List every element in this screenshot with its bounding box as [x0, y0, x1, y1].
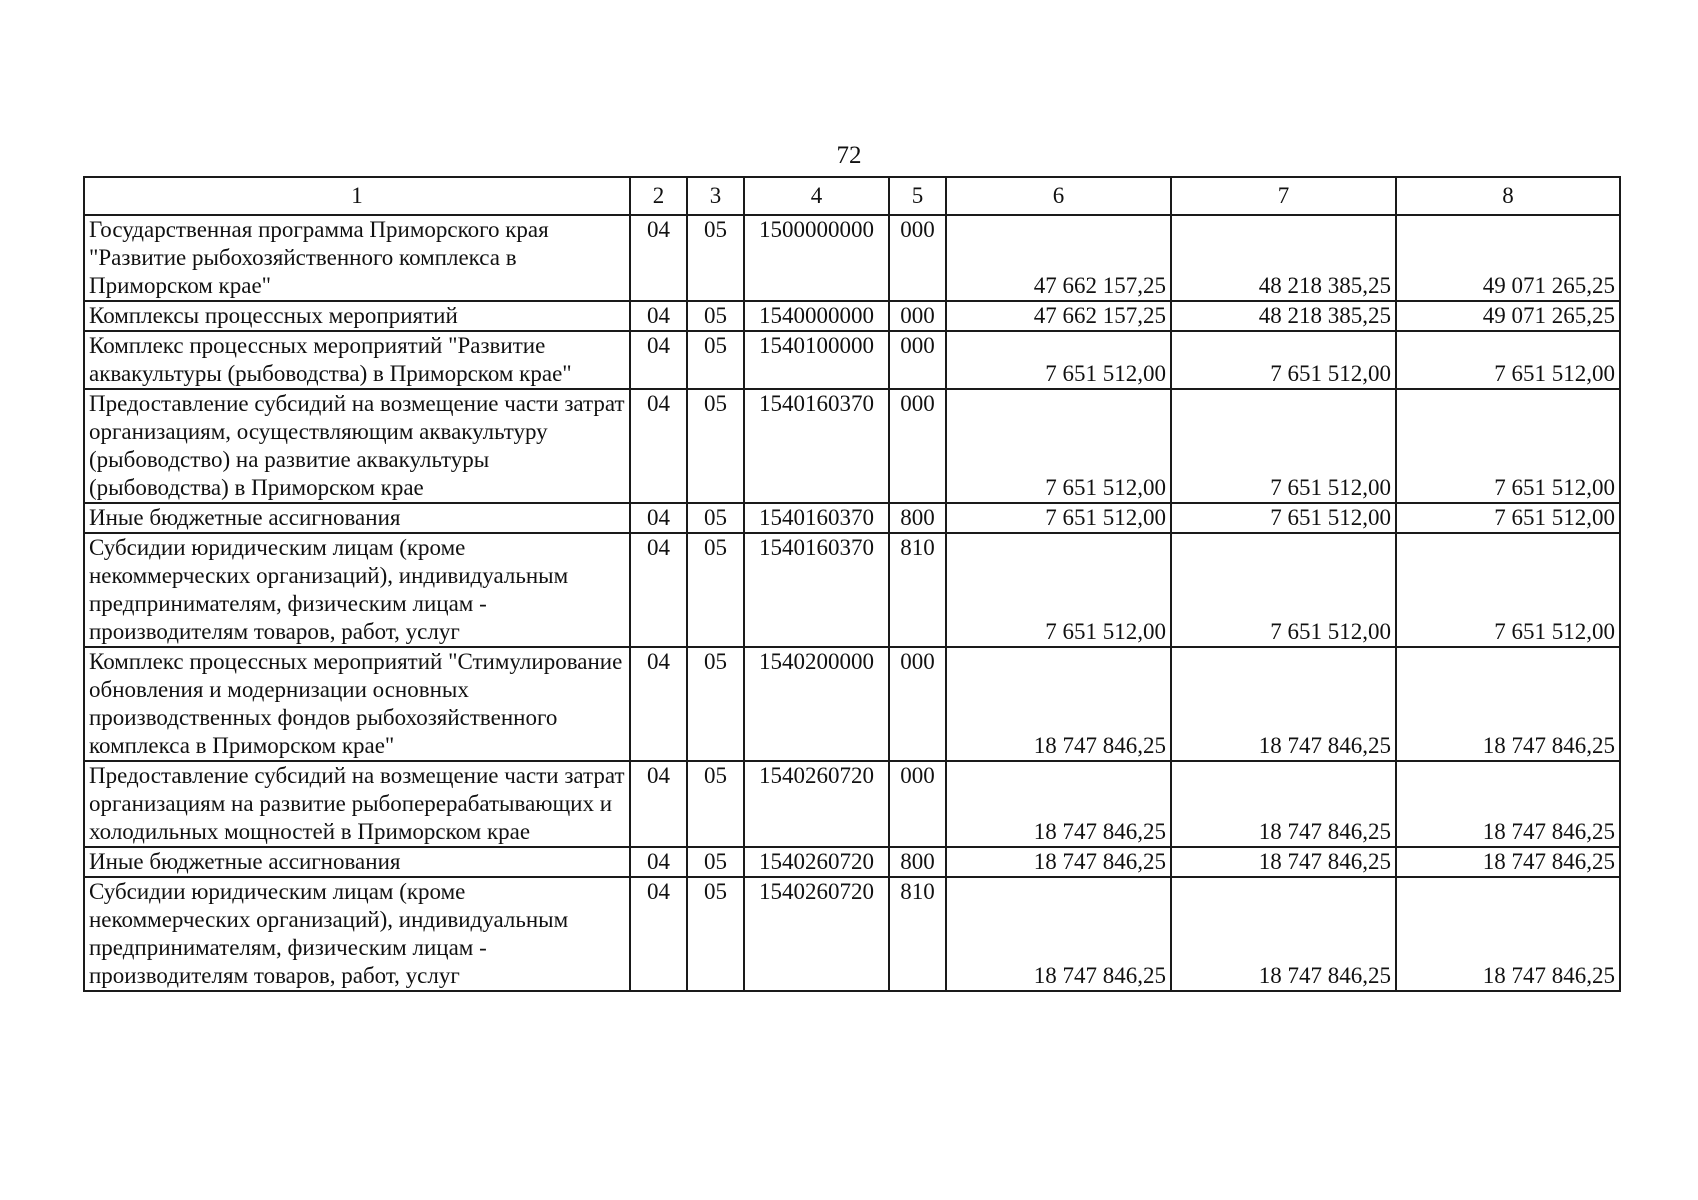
row-code-3: 05: [687, 847, 744, 877]
header-row: [84, 177, 1620, 215]
row-code-5: 000: [889, 647, 946, 761]
row-amount-7: 18 747 846,25: [1171, 877, 1396, 991]
row-code-2: 04: [630, 761, 687, 847]
row-code-2: 04: [630, 647, 687, 761]
row-code-4: 1540260720: [744, 877, 889, 991]
row-code-2: 04: [630, 877, 687, 991]
row-name: Государственная программа Приморского края "Развитие рыбохозяйственного комплекса в Приморском крае": [84, 215, 630, 301]
row-code-5: 000: [889, 215, 946, 301]
row-code-2: 04: [630, 301, 687, 331]
row-code-3: 05: [687, 331, 744, 389]
row-amount-6: 18 747 846,25: [946, 761, 1171, 847]
table-row: [84, 389, 1620, 503]
row-code-4: 1540260720: [744, 847, 889, 877]
table-row: [84, 301, 1620, 331]
row-code-4: 1500000000: [744, 215, 889, 301]
row-amount-6: 7 651 512,00: [946, 533, 1171, 647]
row-amount-8: 7 651 512,00: [1396, 503, 1620, 533]
row-code-5: 800: [889, 503, 946, 533]
row-amount-7: 18 747 846,25: [1171, 647, 1396, 761]
row-code-5: 810: [889, 533, 946, 647]
row-name: Субсидии юридическим лицам (кроме некоммерческих организаций), индивидуальным предпринимателям, физическим лицам - производителям товаров, работ, услуг: [84, 877, 630, 991]
row-amount-7: 48 218 385,25: [1171, 301, 1396, 331]
row-amount-8: 18 747 846,25: [1396, 847, 1620, 877]
row-code-2: 04: [630, 215, 687, 301]
table-row: [84, 533, 1620, 647]
row-code-2: 04: [630, 331, 687, 389]
row-code-4: 1540200000: [744, 647, 889, 761]
row-code-3: 05: [687, 503, 744, 533]
header-cell: 7: [1171, 177, 1396, 215]
table-row: [84, 761, 1620, 847]
row-amount-6: 18 747 846,25: [946, 877, 1171, 991]
row-amount-7: 18 747 846,25: [1171, 761, 1396, 847]
row-code-3: 05: [687, 647, 744, 761]
row-code-5: 800: [889, 847, 946, 877]
row-amount-8: 49 071 265,25: [1396, 215, 1620, 301]
row-name: Субсидии юридическим лицам (кроме некоммерческих организаций), индивидуальным предпринимателям, физическим лицам - производителям товаров, работ, услуг: [84, 533, 630, 647]
row-code-4: 1540160370: [744, 533, 889, 647]
row-amount-6: 18 747 846,25: [946, 847, 1171, 877]
page-number: 72: [836, 142, 862, 169]
row-code-2: 04: [630, 847, 687, 877]
row-amount-8: 7 651 512,00: [1396, 331, 1620, 389]
header-cell: 1: [84, 177, 630, 215]
row-amount-7: 48 218 385,25: [1171, 215, 1396, 301]
header-cell: 5: [889, 177, 946, 215]
row-code-5: 000: [889, 761, 946, 847]
row-code-5: 000: [889, 389, 946, 503]
row-name: Комплекс процессных мероприятий "Стимулирование обновления и модернизации основных производственных фондов рыбохозяйственного комплекса в Приморском крае": [84, 647, 630, 761]
header-cell: 2: [630, 177, 687, 215]
row-amount-8: 18 747 846,25: [1396, 647, 1620, 761]
row-amount-7: 7 651 512,00: [1171, 331, 1396, 389]
row-name: Иные бюджетные ассигнования: [84, 847, 630, 877]
table-row: [84, 877, 1620, 991]
table-row: [84, 503, 1620, 533]
row-code-4: 1540000000: [744, 301, 889, 331]
table-row: [84, 331, 1620, 389]
header-cell: 4: [744, 177, 889, 215]
row-code-5: 000: [889, 331, 946, 389]
row-code-3: 05: [687, 389, 744, 503]
row-amount-6: 7 651 512,00: [946, 503, 1171, 533]
row-amount-6: 47 662 157,25: [946, 215, 1171, 301]
header-cell: 8: [1396, 177, 1620, 215]
row-code-3: 05: [687, 877, 744, 991]
row-amount-8: 7 651 512,00: [1396, 389, 1620, 503]
row-code-3: 05: [687, 761, 744, 847]
row-amount-8: 49 071 265,25: [1396, 301, 1620, 331]
row-amount-8: 7 651 512,00: [1396, 533, 1620, 647]
row-code-4: 1540260720: [744, 761, 889, 847]
header-cell: 6: [946, 177, 1171, 215]
table-row: [84, 647, 1620, 761]
row-name: Комплексы процессных мероприятий: [84, 301, 630, 331]
row-code-5: 000: [889, 301, 946, 331]
row-amount-7: 7 651 512,00: [1171, 389, 1396, 503]
row-amount-6: 7 651 512,00: [946, 331, 1171, 389]
row-amount-8: 18 747 846,25: [1396, 761, 1620, 847]
row-amount-6: 7 651 512,00: [946, 389, 1171, 503]
row-code-3: 05: [687, 533, 744, 647]
row-amount-7: 7 651 512,00: [1171, 503, 1396, 533]
budget-table: [83, 176, 1621, 992]
row-code-2: 04: [630, 533, 687, 647]
row-code-4: 1540160370: [744, 503, 889, 533]
row-code-2: 04: [630, 503, 687, 533]
row-code-2: 04: [630, 389, 687, 503]
row-name: Предоставление субсидий на возмещение части затрат организациям на развитие рыбоперерабатывающих и холодильных мощностей в Приморском крае: [84, 761, 630, 847]
row-amount-6: 18 747 846,25: [946, 647, 1171, 761]
row-amount-7: 7 651 512,00: [1171, 533, 1396, 647]
row-amount-8: 18 747 846,25: [1396, 877, 1620, 991]
row-code-3: 05: [687, 215, 744, 301]
row-code-5: 810: [889, 877, 946, 991]
table-row: [84, 847, 1620, 877]
row-amount-7: 18 747 846,25: [1171, 847, 1396, 877]
table-row: [84, 215, 1620, 301]
row-code-3: 05: [687, 301, 744, 331]
header-cell: 3: [687, 177, 744, 215]
row-code-4: 1540100000: [744, 331, 889, 389]
row-name: Иные бюджетные ассигнования: [84, 503, 630, 533]
row-name: Предоставление субсидий на возмещение части затрат организациям, осуществляющим аквакультуру (рыбоводство) на развитие аквакультуры (рыбоводства) в Приморском крае: [84, 389, 630, 503]
row-amount-6: 47 662 157,25: [946, 301, 1171, 331]
row-name: Комплекс процессных мероприятий "Развитие аквакультуры (рыбоводства) в Приморском крае": [84, 331, 630, 389]
row-code-4: 1540160370: [744, 389, 889, 503]
